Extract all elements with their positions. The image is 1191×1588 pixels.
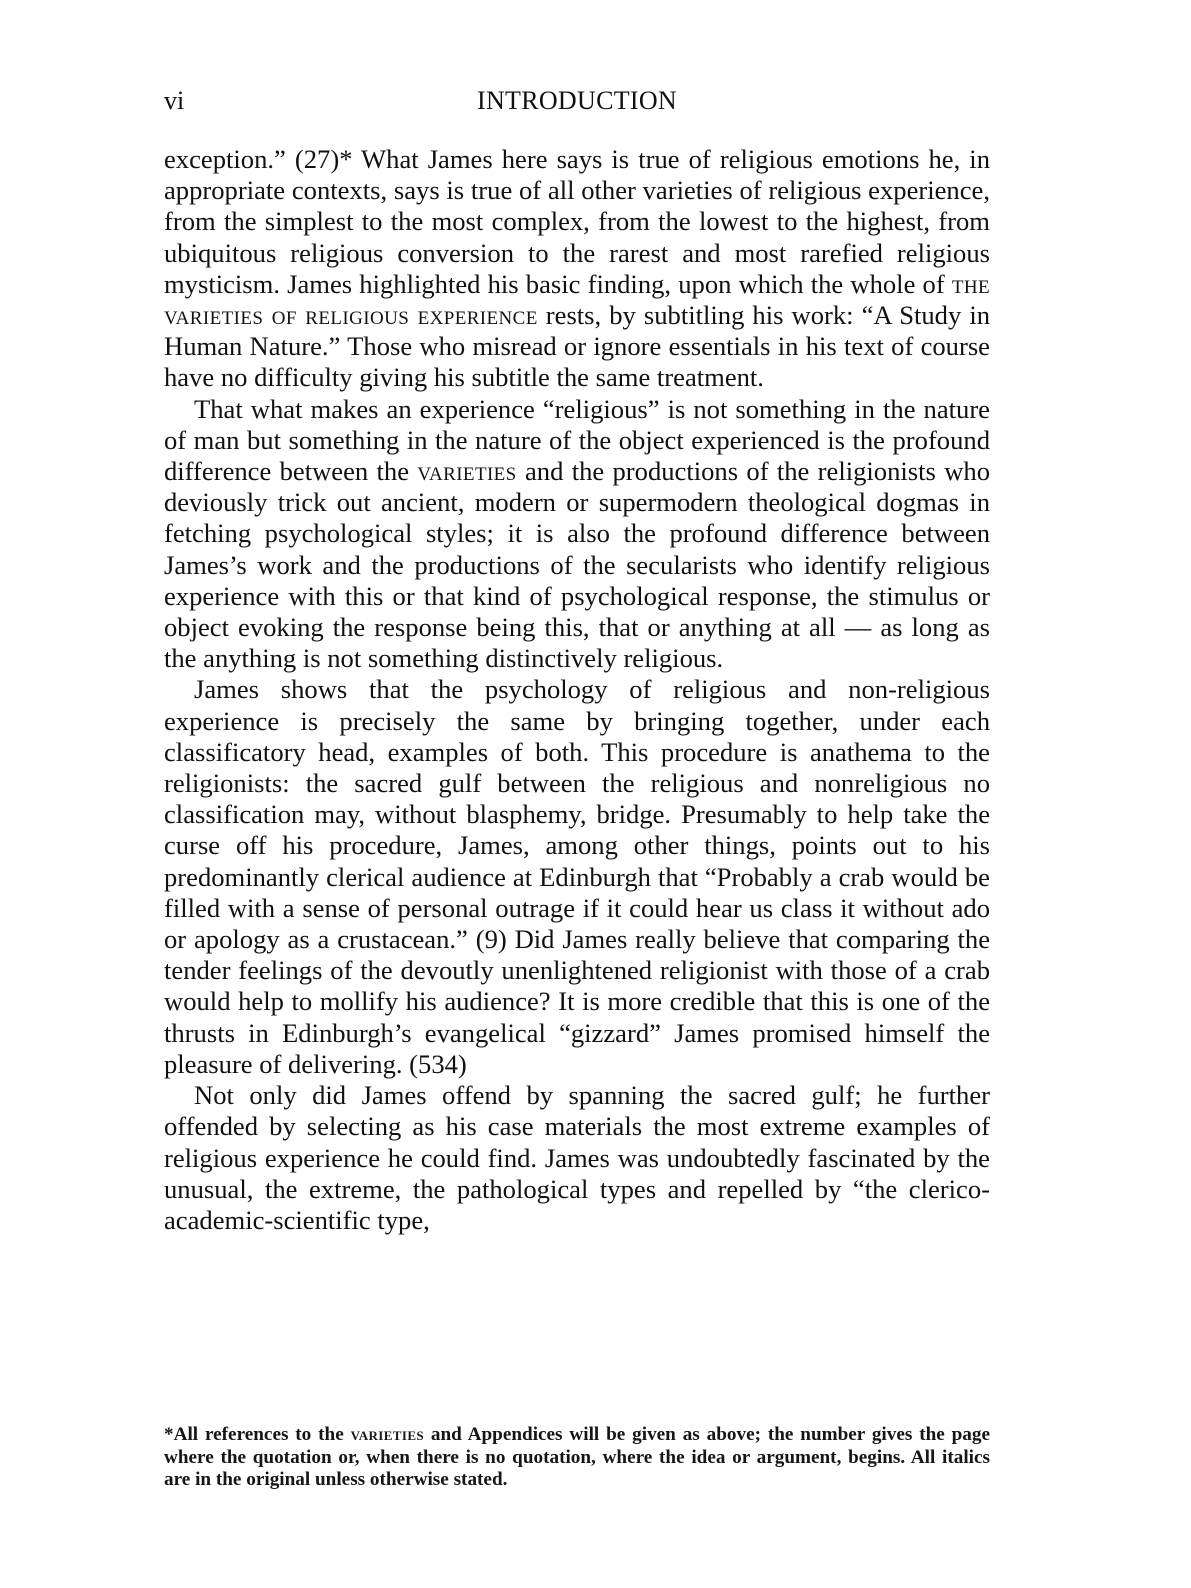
page-number: vi [164,86,185,115]
paragraph-1 [164,144,990,394]
footnote-text-b: and Appendices will be given as above; the number gives the page where the quotation or, when there is no quotation, where the idea or argument, begins. All italics are in the original unless otherwise stated. [164,1424,991,1491]
running-head [164,86,990,118]
footnote-text [164,1424,990,1492]
paragraph-2 [164,394,990,675]
footnote-varieties-smallcaps: varieties [350,1424,425,1445]
paragraph-3: James shows that the psychology of religious and non-religious experience is precisely the same by bringing together, under each classificatory head, examples of both. This procedure is anathema to the religionists: the sacred gulf between the religious and nonreligious no classification may, without blasphemy, bridge. Presumably to help take the curse off his procedure, James, among other things, points out to his predominantly clerical audience at Edinburgh that “Probably a crab would be filled with a sense of personal outrage if it could hear us class it without ado or apology as a crustacean.” (9) Did James really believe that comparing the tender feelings of the devoutly unenlightened religionist with those of a crab would help to mollify his audience? It is more credible that this is one of the thrusts in Edinburgh’s evangelical “gizzard” James promised himself the pleasure of delivering. (534) [164,674,990,1079]
paragraph-4: Not only did James offend by spanning the sacred gulf; he further offended by selecting as his case materials the most extreme examples of religious experience he could find. James was undoubtedly fascinated by the unusual, the extreme, the pathological types and repelled by “the clerico-academic-scientific type, [164,1080,990,1235]
paragraph-2-text-a: That what makes an experience “religious” is not something in the nature of man but something in the nature of the object experienced is the profound difference between the [164,393,990,487]
paragraph-1-text-a: exception.” (27)* What James here says is true of religious emotions he, in appropriate contexts, says is true of all other varieties of religious experience, from the simplest to the most complex, from the lowest to the highest, from ubiquitous religious conversion to the rarest and most rarefied religious mysticism. James highlighted his basic finding, upon which the whole of [164,144,990,299]
footnote-text-a: *All references to the [164,1424,351,1445]
varieties-smallcaps: varieties [417,456,517,487]
body-text [164,144,990,1236]
running-title: INTRODUCTION [476,86,678,115]
paragraph-1-text-b: rests, by subtitling his work: “A Study in Human Nature.” Those who misread or ignore essentials in his text of course have no difficulty giving his subtitle the same treatment. [164,300,991,393]
footnote [164,1424,990,1492]
book-title-smallcaps: the varieties of religious experience [164,268,990,331]
paragraph-2-text-b: and the productions of the religionists who deviously trick out ancient, modern or supermodern theological dogmas in fetching psychological styles; it is also the profound difference between James’s work and the productions of the secularists who identify religious experience with this or that kind of psychological response, the stimulus or object evoking the response being this, that or anything at all — as long as the anything is not something distinctively religious. [164,456,990,674]
